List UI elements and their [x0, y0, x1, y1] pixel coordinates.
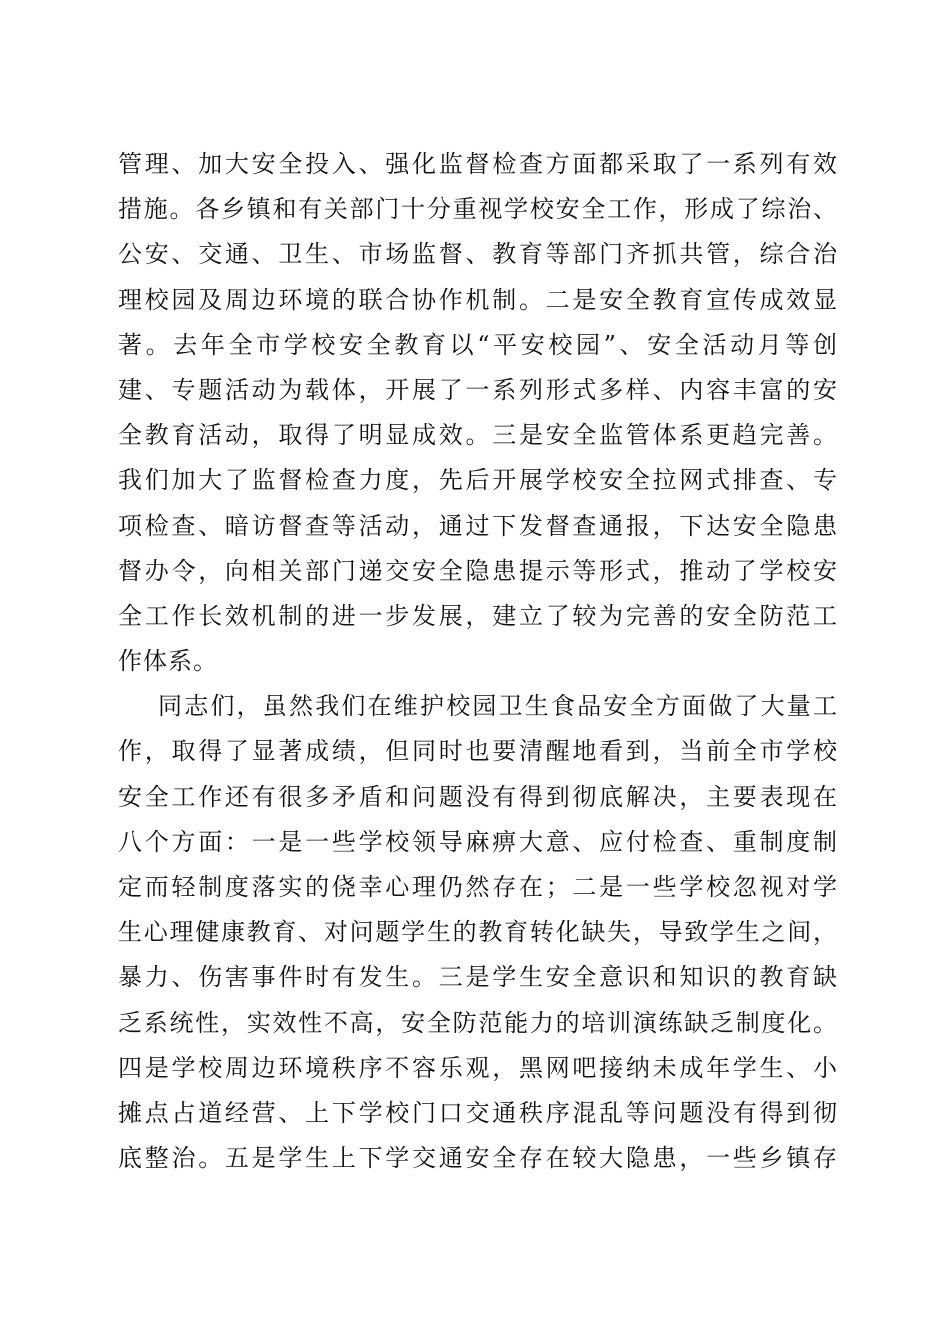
text-line: 摊点占道经营、上下学校门口交通秩序混乱等问题没有得到彻 [118, 1098, 838, 1127]
text-line: 公安、交通、卫生、市场监督、教育等部门齐抓共管，综合治 [118, 240, 838, 269]
text-line: 定而轻制度落实的侥幸心理仍然存在；二是一些学校忽视对学 [118, 873, 838, 901]
text-line: 底整治。五是学生上下学交通安全存在较大隐患，一些乡镇存 [118, 1144, 838, 1173]
text-line: 全教育活动，取得了明显成效。三是安全监管体系更趋完善。 [118, 421, 838, 450]
text-line: 暴力、伤害事件时有发生。三是学生安全意识和知识的教育缺 [118, 963, 838, 992]
body-text [118, 142, 838, 1181]
text-line: 八个方面：一是一些学校领导麻痹大意、应付检查、重制度制 [118, 827, 838, 856]
text-line: 同志们，虽然我们在维护校园卫生食品安全方面做了大量工 [158, 692, 838, 721]
paragraph-2 [118, 684, 838, 1181]
text-line: 安全工作还有很多矛盾和问题没有得到彻底解决，主要表现在 [118, 782, 838, 811]
text-line: 建、专题活动为载体，开展了一系列形式多样、内容丰富的安 [118, 375, 838, 404]
text-line: 作体系。 [118, 647, 218, 676]
text-line: 全工作长效机制的进一步发展，建立了较为完善的安全防范工 [118, 601, 838, 630]
text-line: 生心理健康教育、对问题学生的教育转化缺失，导致学生之间， [118, 918, 838, 947]
text-line: 措施。各乡镇和有关部门十分重视学校安全工作，形成了综治、 [118, 195, 838, 224]
text-line: 项检查、暗访督查等活动，通过下发督查通报，下达安全隐患 [118, 511, 838, 540]
text-line: 管理、加大安全投入、强化监督检查方面都采取了一系列有效 [118, 150, 838, 178]
text-line: 乏系统性，实效性不高，安全防范能力的培训演练缺乏制度化。 [118, 1008, 838, 1037]
text-line: 理校园及周边环境的联合协作机制。二是安全教育宣传成效显 [118, 285, 838, 314]
text-line: 作，取得了显著成绩，但同时也要清醒地看到，当前全市学校 [118, 737, 838, 766]
text-line: 督办令，向相关部门递交安全隐患提示等形式，推动了学校安 [118, 556, 838, 585]
text-line: 四是学校周边环境秩序不容乐观，黑网吧接纳未成年学生、小 [118, 1053, 838, 1082]
paragraph-1 [118, 142, 838, 684]
text-line: 我们加大了监督检查力度，先后开展学校安全拉网式排查、专 [118, 466, 838, 495]
text-line: 著。去年全市学校安全教育以“平安校园”、安全活动月等创 [118, 330, 838, 359]
